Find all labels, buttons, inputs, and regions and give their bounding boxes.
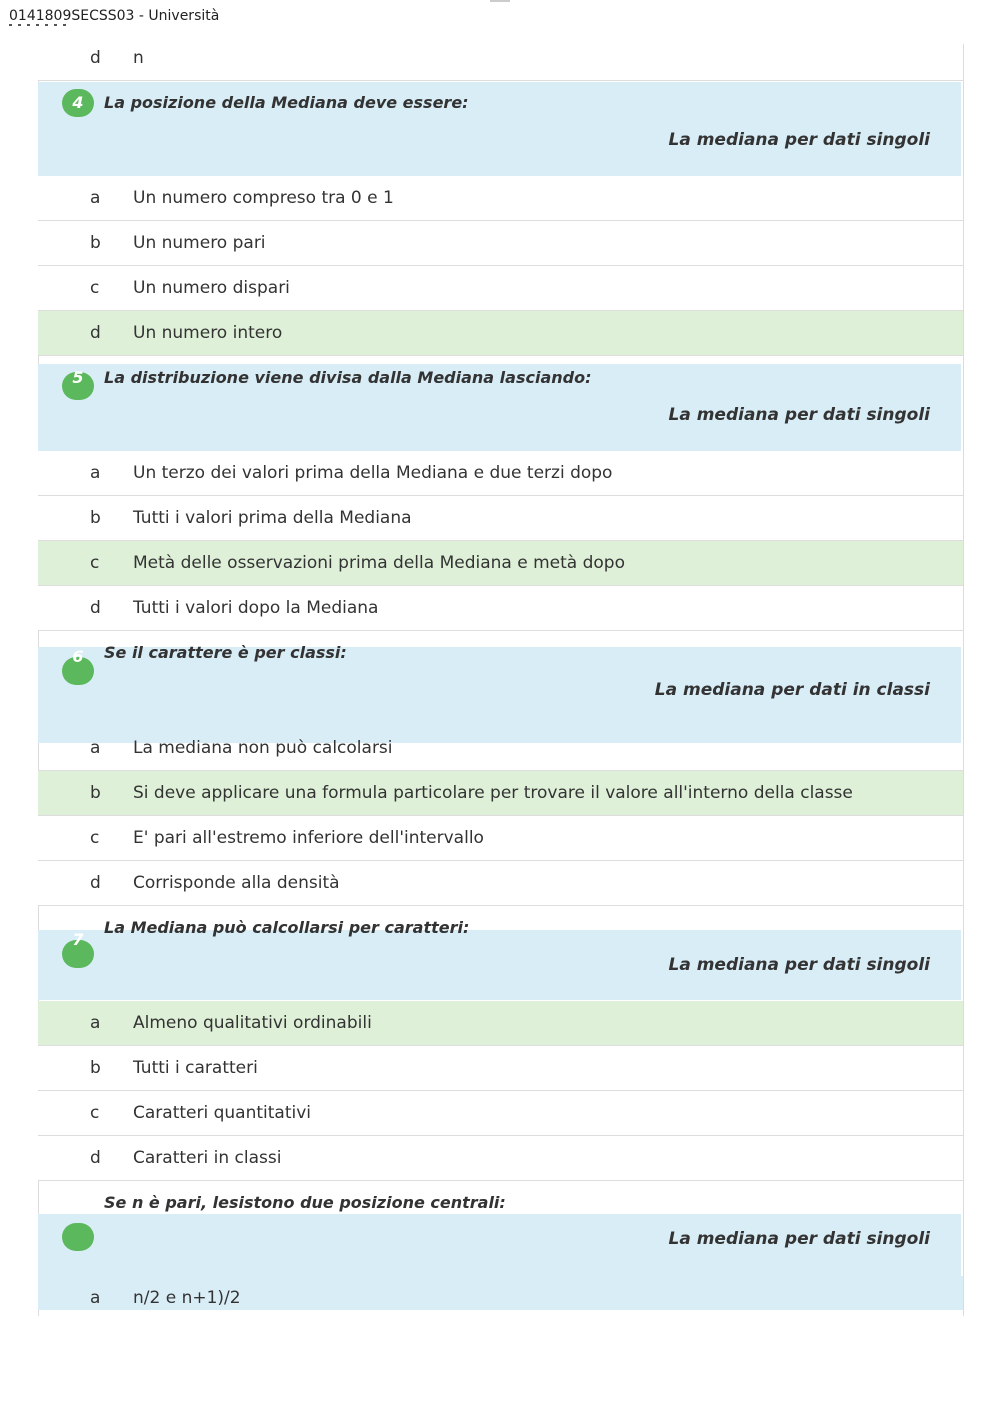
answer-row bbox=[38, 1276, 963, 1310]
answer-text: Tutti i valori prima della Mediana bbox=[133, 508, 412, 528]
question-topic: La mediana per dati singoli bbox=[668, 955, 930, 975]
answer-row bbox=[38, 266, 963, 311]
answer-row bbox=[38, 176, 963, 221]
answer-row bbox=[38, 726, 963, 771]
question-text: La posizione della Mediana deve essere: bbox=[104, 93, 469, 112]
answer-text: n bbox=[133, 48, 144, 68]
answer-row bbox=[38, 816, 963, 861]
question-number-badge: 6 bbox=[62, 657, 94, 685]
answer-text: Caratteri in classi bbox=[133, 1148, 282, 1168]
answer-row bbox=[38, 1136, 963, 1181]
answer-letter: d bbox=[90, 48, 101, 68]
answer-text: Un numero intero bbox=[133, 323, 283, 343]
answer-text: Un numero compreso tra 0 e 1 bbox=[133, 188, 394, 208]
header-subtitle-clipped bbox=[9, 24, 79, 30]
answer-letter: c bbox=[90, 1103, 100, 1123]
question-number-badge: 7 bbox=[62, 940, 94, 968]
answer-row bbox=[38, 1091, 963, 1136]
answer-letter: b bbox=[90, 508, 101, 528]
question-topic: La mediana per dati singoli bbox=[668, 1229, 930, 1249]
answer-letter: b bbox=[90, 233, 101, 253]
answer-letter: b bbox=[90, 1058, 101, 1078]
answer-text: La mediana non può calcolarsi bbox=[133, 738, 393, 758]
page-header-title: 0141809SECSS03 - Università bbox=[9, 8, 220, 24]
answer-row-correct bbox=[38, 771, 963, 816]
answer-letter: c bbox=[90, 553, 100, 573]
answer-text: n/2 e n+1)/2 bbox=[133, 1288, 241, 1308]
answer-letter: c bbox=[90, 828, 100, 848]
answer-row bbox=[38, 496, 963, 541]
answer-text: Tutti i caratteri bbox=[133, 1058, 258, 1078]
question-text: La Mediana può calcollarsi per caratteri: bbox=[104, 918, 470, 937]
question-topic: La mediana per dati singoli bbox=[668, 405, 930, 425]
answer-row-correct bbox=[38, 311, 963, 356]
answer-letter: a bbox=[90, 738, 101, 758]
top-center-mark bbox=[490, 0, 510, 2]
answer-row bbox=[38, 861, 963, 906]
answer-row bbox=[38, 451, 963, 496]
answer-text: Caratteri quantitativi bbox=[133, 1103, 312, 1123]
answer-letter: b bbox=[90, 783, 101, 803]
answer-letter: d bbox=[90, 873, 101, 893]
question-topic: La mediana per dati in classi bbox=[654, 680, 930, 700]
question-text: Se il carattere è per classi: bbox=[104, 643, 347, 662]
question-number-badge: 8 bbox=[62, 1223, 94, 1251]
answer-text: E' pari all'estremo inferiore dell'intervallo bbox=[133, 828, 484, 848]
answer-row bbox=[38, 221, 963, 266]
answer-text: Almeno qualitativi ordinabili bbox=[133, 1013, 372, 1033]
answer-letter: c bbox=[90, 278, 100, 298]
answer-text: Corrisponde alla densità bbox=[133, 873, 340, 893]
answer-row bbox=[38, 36, 963, 81]
answer-text: Un numero dispari bbox=[133, 278, 290, 298]
question-number-badge: 5 bbox=[62, 372, 94, 400]
answer-letter: d bbox=[90, 1148, 101, 1168]
answer-text: Si deve applicare una formula particolare per trovare il valore all'interno della classe bbox=[133, 783, 853, 803]
answer-letter: a bbox=[90, 1013, 101, 1033]
answer-letter: a bbox=[90, 463, 101, 483]
question-text: La distribuzione viene divisa dalla Mediana lasciando: bbox=[104, 368, 592, 387]
answer-text: Un numero pari bbox=[133, 233, 266, 253]
answer-text: Tutti i valori dopo la Mediana bbox=[133, 598, 379, 618]
answer-letter: a bbox=[90, 188, 101, 208]
question-topic: La mediana per dati singoli bbox=[668, 130, 930, 150]
answer-letter: d bbox=[90, 598, 101, 618]
answer-text: Un terzo dei valori prima della Mediana e due terzi dopo bbox=[133, 463, 613, 483]
answer-row bbox=[38, 586, 963, 631]
answer-row-correct bbox=[38, 541, 963, 586]
answer-letter: d bbox=[90, 323, 101, 343]
answer-row-correct bbox=[38, 1001, 963, 1046]
question-text: Se n è pari, lesistono due posizione centrali: bbox=[104, 1193, 506, 1212]
answer-text: Metà delle osservazioni prima della Mediana e metà dopo bbox=[133, 553, 625, 573]
question-number-badge: 4 bbox=[62, 89, 94, 117]
answer-letter: a bbox=[90, 1288, 101, 1308]
answer-row bbox=[38, 1046, 963, 1091]
